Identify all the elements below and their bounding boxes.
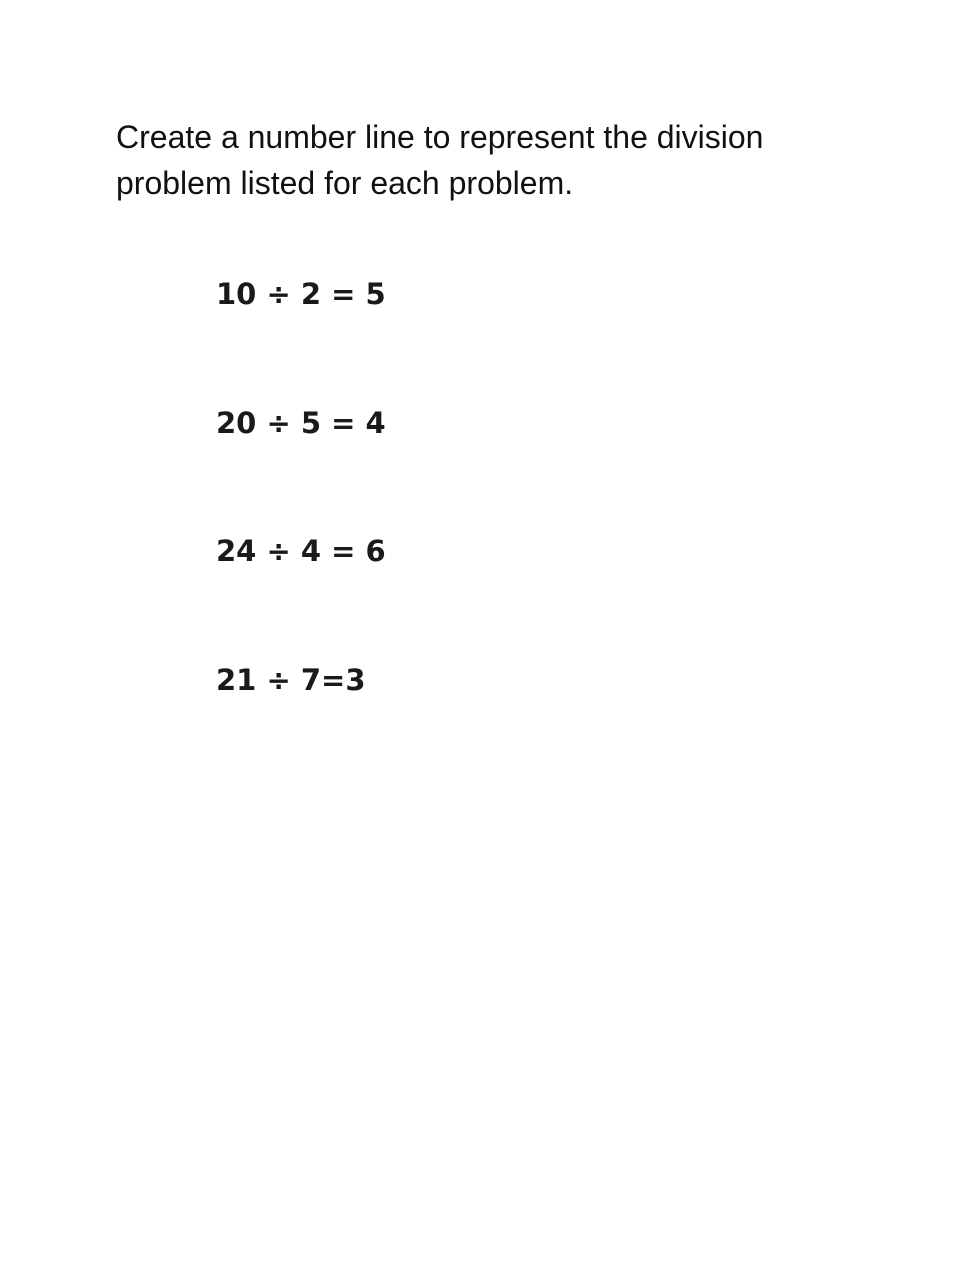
division-problem-1: 10 ÷ 2 = 5 [216, 277, 386, 311]
instructions-text: Create a number line to represent the division problem listed for each problem. [116, 119, 764, 201]
division-problem-4: 21 ÷ 7=3 [216, 663, 366, 697]
division-problem-2: 20 ÷ 5 = 4 [216, 406, 386, 440]
division-problem-3: 24 ÷ 4 = 6 [216, 534, 386, 568]
